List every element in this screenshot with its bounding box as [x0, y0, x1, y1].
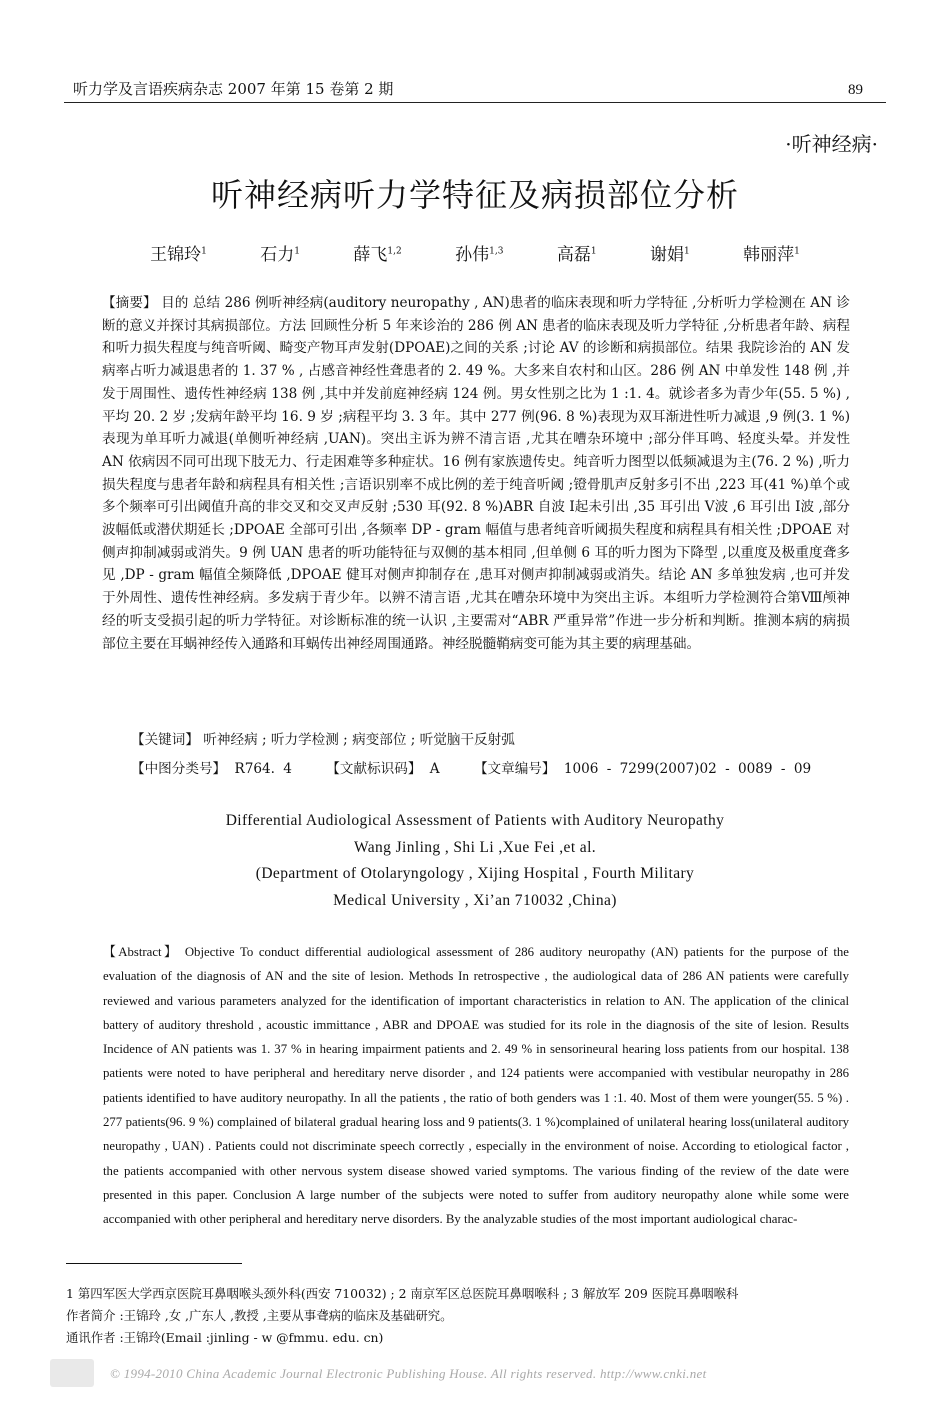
doc-code-label: 【文献标识码】: [326, 761, 422, 777]
chinese-abstract: 【摘要】 目的 总结 286 例听神经病(auditory neuropathy , AN)患者的临床表现和听力学特征 ,分析听力学检测在 AN 诊断的意义并探讨其病损部位。方法 回顾性分析 5 年来诊治的 286 例 AN 患者的临床表现及听力学特征 ,分析患者年龄、病程和听力损失程度与纯音听阈、畸变产物耳声发射(DPOAE)之间的关系 ;讨论 AV 的诊断和病损部位。结果 我院诊治的 AN 发病率占听力减退患者的 1. 37 % , 占感音神经性聋患者的 2. 49 %。大多来自农村和山区。286 例 AN 中单发性 148 例 ,并发于周围性、遗传性神经病 138 例 ,其中并发前庭神经病 124 例。男女性别之比为 1 :1. 4。就诊者多为青少年(55. 5 %) ,平均 20. 2 岁 ;发病年龄平均 16. 9 岁 ;病程平均 3. 3 年。其中 277 例(96. 8 %)表现为双耳渐进性听力减退 ,9 例(3. 1 %)表现为单耳听力减退(单侧听神经病 ,UAN)。突出主诉为辨不清言语 ,尤其在嘈杂环境中 ;部分伴耳鸣、轻度头晕。并发性 AN 依病因不同可出现下肢无力、行走困难等多种症状。16 例有家族遗传史。纯音听力图型以低频减退为主(76. 2 %) ,听力损失程度与患者年龄和病程具有相关性 ;言语识别率不成比例的差于纯音听阈 ;镫骨肌声反射多引不出 ,223 耳(41 %)单个或多个频率可引出阈值升高的非交叉和交叉声反射 ;530 耳(92. 8 %)ABR 自波 Ⅰ起未引出 ,35 耳引出 Ⅴ波 ,6 耳引出 Ⅰ波 ,部分波幅低或潜伏期延长 ;DPOAE 全部可引出 ,各频率 DP - gram 幅值与患者纯音听阈损失程度和病程具有相关性 ;DPOAE 对侧声抑制减弱或消失。9 例 UAN 患者的听功能特征与双侧的基本相同 ,但单侧 6 耳的听力图为下降型 ,以重度及极重度聋多见 ,DP - gram 幅值全频降低 ,DPOAE 健耳对侧声抑制存在 ,患耳对侧声抑制减弱或消失。结论 AN 多单独发病 ,也可并发于外周性、遗传性神经病。多发病于青少年。以辨不清言语 ,尤其在嘈杂环境中为突出主诉。本组听力学检测符合第Ⅷ颅神经的听支受损引起的听力学特征。对诊断标准的统一认识 ,主要需对“ABR 严重异常”作进一步分析和判断。推测本病的病损部位主要在耳蜗神经传入通路和耳蜗传出神经周围通路。神经脱髓鞘病变可能为其主要的病理基础。: [102, 295, 850, 652]
clc-label: 【中图分类号】: [131, 761, 227, 777]
english-title: Differential Audiological Assessment of Patients with Auditory Neuropathy: [225, 812, 725, 829]
footnote-correspondence: 通讯作者 :王锦玲(Email :jinling - w @fmmu. edu. cn): [66, 1330, 384, 1345]
author: 高磊$^1$: [556, 245, 597, 265]
copyright-notice: © 1994-2010 China Academic Journal Electronic Publishing House. All rights reserved. http://www.cnki.net: [110, 1366, 707, 1381]
footnote-affiliations: 1 第四军医大学西京医院耳鼻咽喉头颈外科(西安 710032) ; 2 南京军区总医院耳鼻咽喉科 ; 3 解放军 209 医院耳鼻咽喉科: [66, 1286, 739, 1301]
section-label: ·听神经病·: [785, 132, 878, 156]
classification-line: [131, 757, 811, 777]
english-abstract: 【Abstract】 Objective To conduct differential audiological assessment of 286 auditory neuropathy (AN) patients for the purpose of the evaluation of the diagnosis of AN and the site of lesion. Methods In retrospective , the audiological data of 286 AN patients were carefully reviewed and various parameters analyzed for the identification of important characteristics in relation to AN. The application of the clinical battery of auditory threshold , acoustic immittance , ABR and DPOAE was studied for its role in the diagnosis of the site of lesion. Results Incidence of AN patients was 1. 37 % in hearing impairment patients and 2. 49 % in sensorineural hearing loss patients from our hospital. 138 patients were noted to have peripheral and hereditary nerve disorder , and 124 patients were accompanied with vestibular neuropathy in 286 patients identified to have auditory neuropathy. In all the patients , the ratio of both genders was 1 :1. 40. Most of them were younger(55. 5 %) . 277 patients(96. 9 %) complained of bilateral gradual hearing loss and 9 patients(3. 1 %)complained of unilateral hearing loss(unilateral auditory neuropathy , UAN) . Patients could not discriminate speech correctly , especially in the environment of noise. According to etiological factor , the patients accompanied with other nervous system disease showed varied symptoms. The various finding of the review of the date were presented in this paper. Conclusion A large number of the subjects were noted to suffer from auditory neuropathy alone while some were accompanied with other peripheral and hereditary nerve disorders. By the analyzable studies of the most important audiological charac-: [103, 945, 849, 1227]
author: 孙伟$^{1,3}$: [455, 245, 504, 265]
english-affiliation: (Department of Otolaryngology , Xijing Hospital , Fourth Military: [255, 865, 695, 882]
author: 薛飞$^{1,2}$: [353, 245, 402, 265]
english-authors: Wang Jinling , Shi Li ,Xue Fei ,et al.: [353, 838, 597, 856]
english-affiliation-cont: Medical University , Xi’an 710032 ,China): [333, 891, 617, 909]
page-number: 89: [848, 82, 863, 98]
author: 石力$^1$: [260, 245, 300, 265]
footnote-author-bio: 作者简介 :王锦玲 ,女 ,广东人 ,教授 ,主要从事聋病的临床及基础研究。: [66, 1308, 453, 1323]
author-list: [0, 240, 950, 265]
author: 谢娟$^1$: [650, 245, 690, 265]
author: 韩丽萍$^1$: [743, 245, 800, 265]
cnki-logo-icon: [50, 1359, 94, 1387]
footnote-divider: [66, 1263, 242, 1264]
english-title-block: [0, 808, 950, 914]
article-number-label: 【文章编号】: [473, 761, 556, 777]
journal-header: 听力学及言语疾病杂志 2007 年第 15 卷第 2 期: [73, 80, 394, 98]
clc-value: R764. 4: [234, 761, 292, 777]
article-number-value: 1006 - 7299(2007)02 - 0089 - 09: [563, 761, 812, 777]
doc-code-value: A: [429, 761, 440, 777]
keywords: 【关键词】 听神经病 ; 听力学检测 ; 病变部位 ; 听觉脑干反射弧: [131, 732, 515, 748]
article-title: 听神经病听力学特征及病损部位分析: [210, 176, 739, 214]
author: 王锦玲$^1$: [150, 245, 207, 265]
header-divider: [64, 102, 886, 103]
